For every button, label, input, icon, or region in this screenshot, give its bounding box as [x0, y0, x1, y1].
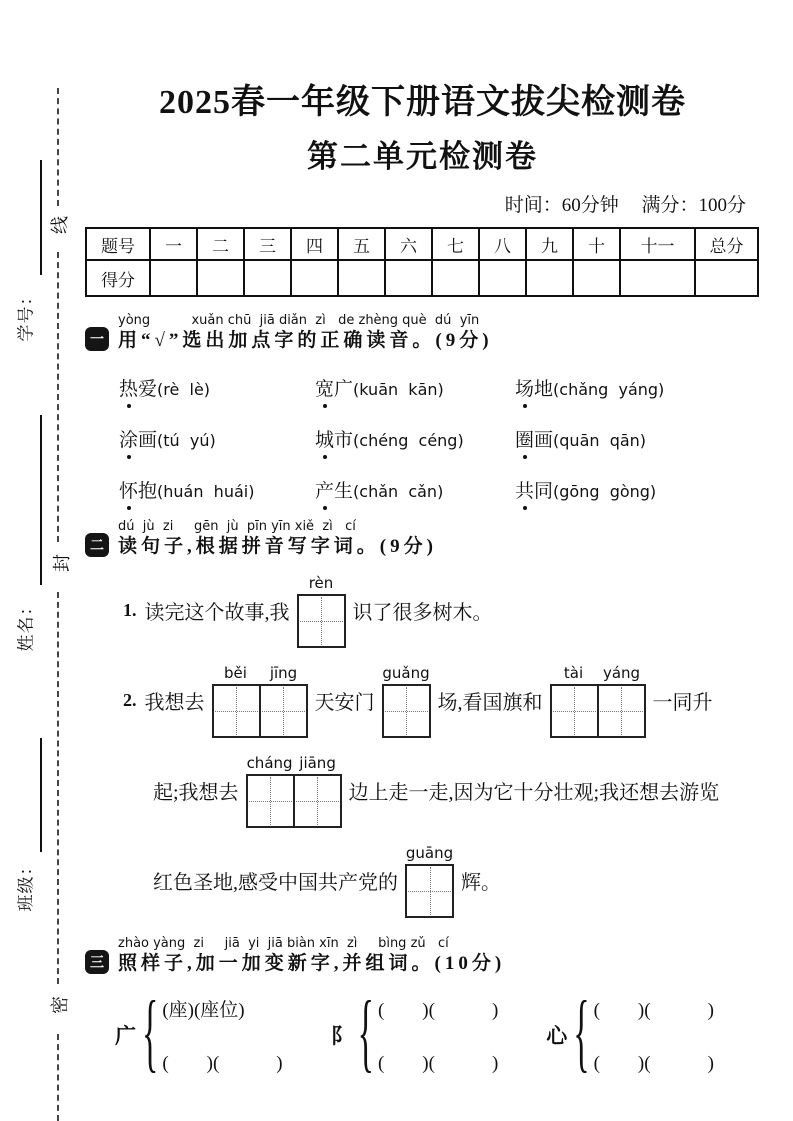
question-3-groups	[115, 995, 760, 1075]
writing-box[interactable]	[246, 774, 295, 828]
q2-sentence-2-cont	[153, 750, 760, 830]
brace-icon	[358, 991, 374, 1079]
box-pinyin: cháng jiāng	[246, 754, 336, 772]
score-cell[interactable]	[244, 260, 291, 296]
question-number-icon: 一	[85, 327, 109, 351]
sentence-text: 辉。	[461, 871, 501, 894]
score-table-header-cell: 五	[338, 228, 385, 260]
name-fill-line[interactable]	[40, 415, 42, 585]
writing-box[interactable]	[295, 774, 342, 828]
name-label: 姓名：	[16, 597, 36, 652]
class-label: 班级：	[16, 857, 36, 912]
question-1	[85, 313, 760, 503]
seal-dash-segment	[57, 88, 59, 206]
writing-box[interactable]	[599, 684, 646, 738]
writing-box-group	[382, 664, 431, 738]
seal-char-feng: 封	[52, 554, 72, 572]
answer-blank-row[interactable]: (座)(座位)	[162, 1000, 245, 1021]
score-table-header-cell: 十	[573, 228, 620, 260]
student-id-label: 学号：	[16, 287, 36, 342]
seal-char-line: 线	[50, 216, 70, 234]
writing-box[interactable]	[382, 684, 431, 738]
answer-blank-row[interactable]: ( )( )	[377, 1053, 499, 1074]
score-cell[interactable]	[338, 260, 385, 296]
score-cell[interactable]	[150, 260, 197, 296]
exam-info	[85, 190, 760, 217]
score-cell[interactable]	[432, 260, 479, 296]
writing-box-group	[246, 754, 342, 828]
score-table-header-cell: 八	[479, 228, 526, 260]
word-choice-item[interactable]: 共同(gōng gòng)	[515, 476, 760, 503]
writing-box-group	[550, 664, 646, 738]
word-choice-item[interactable]: 涂画(tú yú)	[119, 425, 315, 452]
radical-group	[331, 995, 499, 1075]
answer-blank-row[interactable]: ( )( )	[593, 1000, 714, 1021]
answer-blank-row[interactable]: ( )( )	[593, 1053, 714, 1074]
sentence-text: 场,看国旗和	[437, 691, 543, 714]
box-pinyin: rèn	[308, 574, 334, 592]
sentence-number: 1.	[123, 599, 137, 620]
score-table-header-cell: 一	[150, 228, 197, 260]
score-cell[interactable]	[620, 260, 695, 296]
word-choice-item[interactable]: 宽广(kuān kān)	[315, 374, 515, 401]
word-choice-item[interactable]: 圈画(quān qān)	[515, 425, 760, 452]
writing-box-group	[297, 574, 346, 648]
student-id-fill-line[interactable]	[40, 160, 42, 275]
score-table-header-row	[86, 228, 758, 260]
score-cell[interactable]	[385, 260, 432, 296]
sentence-text: 红色圣地,感受中国共产党的	[153, 871, 398, 894]
full-score: 满分：100分	[641, 195, 746, 216]
question-number-icon: 三	[85, 950, 109, 974]
sentence-text: 识了很多树木。	[352, 601, 493, 624]
writing-box-group	[405, 844, 454, 918]
score-cell[interactable]	[573, 260, 620, 296]
radical-group	[546, 995, 714, 1075]
writing-box[interactable]	[212, 684, 261, 738]
question-3	[85, 936, 760, 1075]
answer-blank-row[interactable]: ( )( )	[162, 1053, 283, 1074]
score-table-header-cell: 总分	[695, 228, 758, 260]
q2-sentence-2-cont2	[153, 840, 760, 920]
score-cell[interactable]	[479, 260, 526, 296]
radical-char: 心	[546, 1024, 568, 1048]
writing-box-group	[212, 664, 308, 738]
question-2-header	[85, 519, 760, 560]
radical-char: 广	[115, 1024, 136, 1048]
sentence-text: 我想去	[144, 691, 205, 714]
radical-group	[115, 995, 283, 1075]
page-title: 2025春一年级下册语文拔尖检测卷	[159, 84, 686, 121]
score-table-score-row	[86, 260, 758, 296]
question-3-header	[85, 936, 760, 977]
question-1-word-grid	[119, 374, 760, 503]
sentence-text: 起;我想去	[153, 781, 239, 804]
writing-box[interactable]	[261, 684, 308, 738]
score-table-header-cell: 十一	[620, 228, 695, 260]
box-pinyin: guǎng	[382, 664, 430, 682]
writing-box[interactable]	[405, 864, 454, 918]
q2-sentence-1	[123, 570, 760, 650]
score-cell[interactable]	[526, 260, 573, 296]
score-table-header-cell: 三	[244, 228, 291, 260]
question-2-title: 读句子,根据拼音写字词。(9分)	[118, 536, 437, 557]
question-number-icon: 二	[85, 533, 109, 557]
box-pinyin: guāng	[405, 844, 454, 862]
class-fill-line[interactable]	[40, 738, 42, 852]
word-choice-item[interactable]: 场地(chǎng yáng)	[515, 374, 760, 401]
question-2-pinyin: dú jù zi gēn jù pīn yīn xiě zì cí	[118, 519, 356, 534]
score-table	[85, 227, 759, 297]
sentence-text: 边上走一走,因为它十分壮观;我还想去游览	[348, 781, 720, 804]
question-1-title: 用“√”选出加点字的正确读音。(9分)	[118, 330, 493, 351]
score-table-header-cell: 题号	[86, 228, 150, 260]
word-choice-item[interactable]: 热爱(rè lè)	[119, 374, 315, 401]
seal-dash-segment	[57, 1034, 59, 1121]
score-cell[interactable]	[695, 260, 758, 296]
sentence-text: 一同升	[652, 691, 713, 714]
score-table-header-cell: 二	[197, 228, 244, 260]
score-table-header-cell: 九	[526, 228, 573, 260]
sentence-text: 读完这个故事,我	[144, 601, 290, 624]
score-cell[interactable]	[291, 260, 338, 296]
word-choice-item[interactable]: 怀抱(huán huái)	[119, 476, 315, 503]
question-1-pinyin: yòng xuǎn chū jiā diǎn zì de zhèng què dú yīn	[118, 313, 480, 328]
sentence-number: 2.	[123, 689, 137, 710]
question-2	[85, 519, 760, 920]
question-3-title: 照样子,加一加变新字,并组词。(10分)	[118, 953, 506, 974]
word-choice-item[interactable]: 产生(chǎn cǎn)	[315, 476, 515, 503]
writing-box[interactable]	[297, 594, 346, 648]
sentence-text: 天安门	[314, 691, 375, 714]
seal-char-mi: 密	[50, 996, 70, 1014]
box-pinyin: běi jīng	[224, 664, 298, 682]
radical-char: 阝	[330, 1024, 352, 1048]
score-row-label: 得分	[86, 260, 150, 296]
score-cell[interactable]	[197, 260, 244, 296]
exam-content	[85, 0, 760, 1075]
score-table-header-cell: 六	[385, 228, 432, 260]
page-subtitle: 第二单元检测卷	[307, 139, 538, 174]
box-pinyin: tài yáng	[563, 664, 641, 682]
answer-blank-row[interactable]: ( )( )	[377, 1000, 499, 1021]
seal-dash-segment	[57, 252, 59, 542]
question-1-header	[85, 313, 760, 354]
score-table-header-cell: 七	[432, 228, 479, 260]
score-table-header-cell: 四	[291, 228, 338, 260]
seal-dash-segment	[57, 592, 59, 984]
word-choice-item[interactable]: 城市(chéng céng)	[315, 425, 515, 452]
q2-sentence-2	[123, 660, 760, 740]
writing-box[interactable]	[550, 684, 599, 738]
brace-icon	[573, 991, 589, 1079]
time-limit: 时间：60分钟	[504, 195, 619, 216]
brace-icon	[142, 991, 158, 1079]
question-3-pinyin: zhào yàng zi jiā yi jiā biàn xīn zì bìng zǔ cí	[118, 936, 449, 951]
